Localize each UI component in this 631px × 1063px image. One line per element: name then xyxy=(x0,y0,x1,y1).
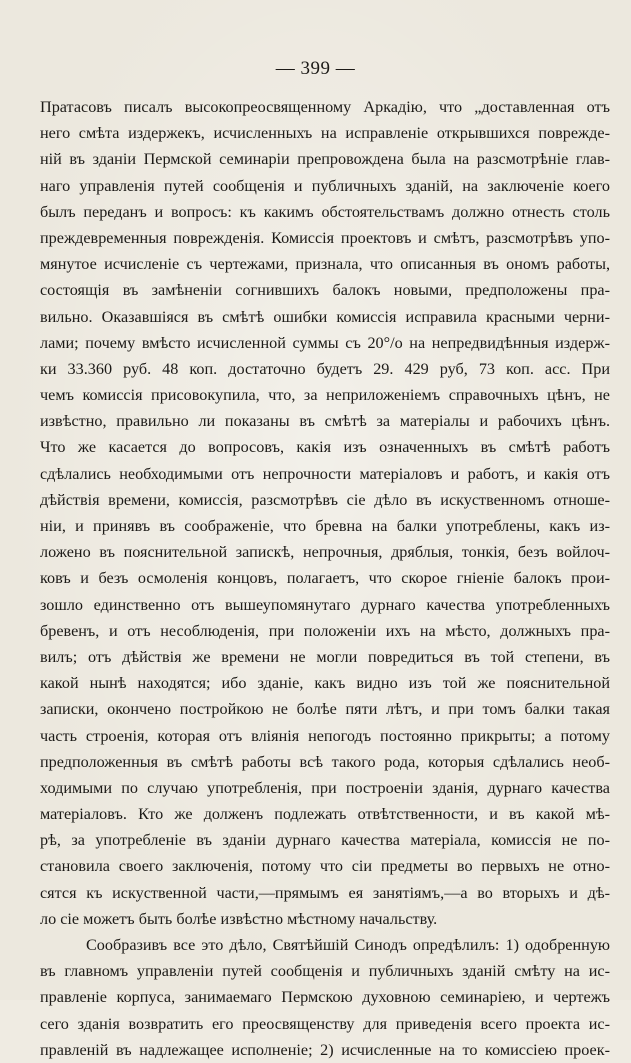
text-line: ки 33.360 руб. 48 коп. достаточно будетъ 29. 429 руб, 73 коп. асс. При xyxy=(40,359,610,378)
text-line: бревенъ, и отъ несоблюденія, при положеніи ихъ на мѣсто, должныхъ пра- xyxy=(40,621,610,640)
text-line: Что же касается до вопросовъ, какія изъ означенныхъ въ смѣтѣ работъ xyxy=(40,438,610,457)
paragraph-1 xyxy=(40,94,610,932)
text-line: былъ переданъ и вопросъ: къ какимъ обстоятельствамъ должно отнесть столь xyxy=(40,202,610,221)
text-line: правленій въ надлежащее исполненіе; 2) исчисленные на то комиссіею проек- xyxy=(40,1040,610,1059)
text-line: него смѣта издержекъ, исчисленныхъ на исправленіе открывшихся поврежде- xyxy=(40,124,610,143)
text-line: матеріаловъ. Кто же долженъ подлежать отвѣтственности, и въ какой мѣ- xyxy=(40,805,610,824)
text-line: преждевременныя поврежденія. Комиссія проектовъ и смѣтъ, разсмотрѣвъ упо- xyxy=(40,228,610,247)
text-line: лами; почему вмѣсто исчисленной суммы съ 20°/о на непредвидѣнныя издерж- xyxy=(40,333,610,352)
text-line: ходимыми по случаю употребленія, при построеніи зданія, дурнаго качества xyxy=(40,778,610,797)
text-line: ло сіе можетъ быть болѣе извѣстно мѣстному начальству. xyxy=(40,909,438,928)
text-line: записки, окончено постройкою не болѣе пяти лѣтъ, и при томъ балки такая xyxy=(40,700,610,719)
paragraph-2 xyxy=(40,932,610,1063)
text-line: какой нынѣ находятся; ибо зданіе, какъ видно изъ той же пояснительной xyxy=(40,674,610,693)
text-line: сего зданія возвратить его преосвященству для приведенія всего проекта ис- xyxy=(40,1014,610,1033)
text-line: извѣстно, правильно ли показаны въ смѣтѣ за матеріалы и рабочихъ цѣнъ. xyxy=(40,412,610,431)
text-line: дѣйствія времени, комиссія, разсмотрѣвъ сіе дѣло въ искуственномъ отноше- xyxy=(40,490,610,509)
text-line: состоящія въ замѣненіи согнившихъ балокъ новыми, предположены пра- xyxy=(40,281,610,300)
text-line: рѣ, за употребленіе въ зданіи дурнаго качества матеріала, комиссія не по- xyxy=(40,831,610,850)
text-line: наго управленія путей сообщенія и публичныхъ зданій, на заключеніе коего xyxy=(40,176,610,195)
text-line: Сообразивъ все это дѣло, Святѣйшій Синодъ опредѣлилъ: 1) одобренную xyxy=(86,936,610,954)
page-number: — 399 — xyxy=(275,58,356,79)
body-text xyxy=(40,94,610,1063)
text-line: ніи, и принявъ въ соображеніе, что бревна на балки употреблены, какъ из- xyxy=(40,517,610,535)
text-line: въ главномъ управленіи путей сообщенія и публичныхъ зданій смѣту на ис- xyxy=(40,962,610,981)
text-line: сдѣлались необходимыми отъ непрочности матеріаловъ и работъ, и какія отъ xyxy=(40,464,610,483)
text-line: часть строенія, которая отъ вліянія непогодъ постоянно прикрыты; а потому xyxy=(40,726,610,745)
text-line: сятся къ искуственной части,—прямымъ ея занятіямъ,—а во вторыхъ и дѣ- xyxy=(40,883,610,902)
text-line: Пратасовъ писалъ высокопреосвященному Аркадію, что „доставленная отъ xyxy=(40,98,610,116)
text-line: мянутое исчисленіе съ чертежами, признала, что описанныя въ ономъ работы, xyxy=(40,255,610,274)
text-line: вильно. Оказавшіяся въ смѣтѣ ошибки комиссія исправила красными черни- xyxy=(40,307,610,326)
text-line: ній въ зданіи Пермской семинаріи препровождена была на разсмотрѣніе глав- xyxy=(40,150,610,169)
text-line: чемъ комиссія присовокупила, что, за неприложеніемъ справочныхъ цѣнъ, не xyxy=(40,386,610,405)
text-line: вилъ; отъ дѣйствія же времени не могли повредиться въ той степени, въ xyxy=(40,647,610,666)
text-line: ложено въ пояснительной запискѣ, непрочныя, дряблыя, тонкія, безъ войлоч- xyxy=(40,543,610,562)
text-line: правленіе корпуса, занимаемаго Пермскою духовною семинаріею, и чертежъ xyxy=(40,988,610,1007)
text-line: зошло единственно отъ вышеупомянутаго дурнаго качества употребленныхъ xyxy=(40,595,610,614)
text-line: предположенныя въ смѣтѣ работы всѣ такого рода, которыя сдѣлались необ- xyxy=(40,752,610,771)
text-line: становила своего заключенія, потому что сіи предметы во первыхъ не отно- xyxy=(40,857,610,876)
text-line: ковъ и безъ осмоленія концовъ, полагаетъ, что скорое гніеніе балокъ прои- xyxy=(40,569,610,588)
